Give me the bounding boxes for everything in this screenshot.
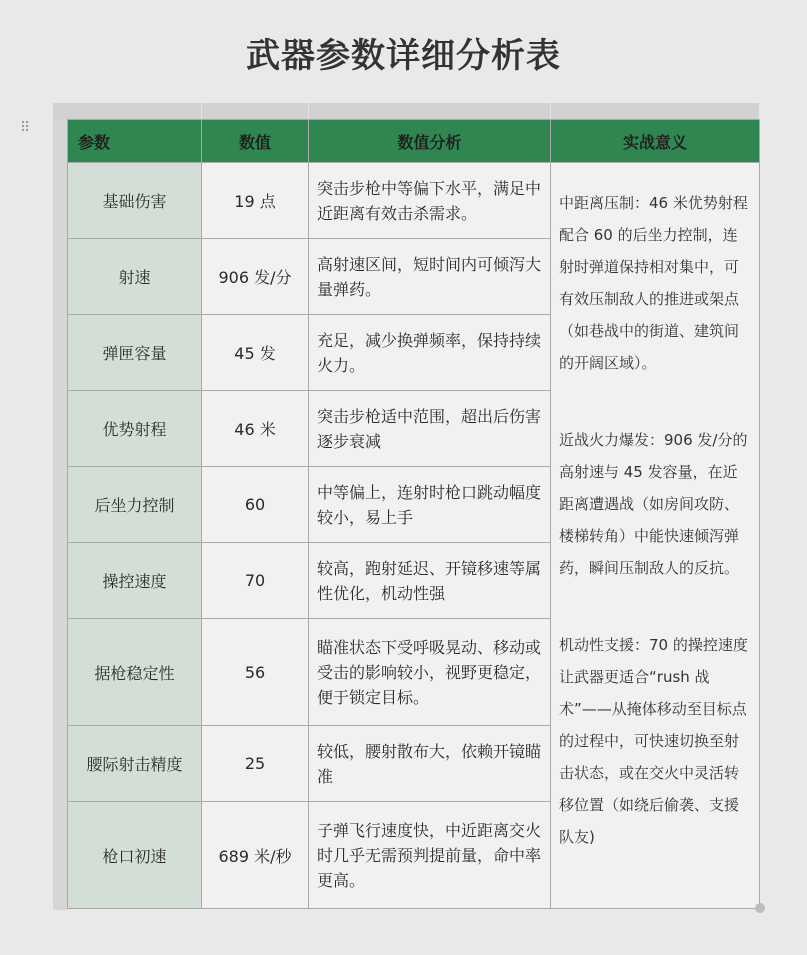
param-cell[interactable]: 枪口初速 (68, 802, 202, 909)
analysis-cell[interactable]: 中等偏上，连射时枪口跳动幅度较小，易上手 (309, 467, 551, 543)
param-cell[interactable]: 射速 (68, 239, 202, 315)
value-cell[interactable]: 70 (202, 543, 309, 619)
param-cell[interactable]: 后坐力控制 (68, 467, 202, 543)
header-row (68, 120, 760, 163)
header-value[interactable]: 数值 (202, 120, 309, 163)
analysis-cell[interactable]: 子弹飞行速度快，中近距离交火时几乎无需预判提前量，命中率更高。 (309, 802, 551, 909)
value-cell[interactable]: 19 点 (202, 163, 309, 239)
param-cell[interactable]: 弹匣容量 (68, 315, 202, 391)
value-cell[interactable]: 689 米/秒 (202, 802, 309, 909)
analysis-cell[interactable]: 突击步枪适中范围，超出后伤害逐步衰减 (309, 391, 551, 467)
value-cell[interactable]: 906 发/分 (202, 239, 309, 315)
header-meaning[interactable]: 实战意义 (551, 120, 760, 163)
analysis-cell[interactable]: 较低，腰射散布大，依赖开镜瞄准 (309, 726, 551, 802)
param-cell[interactable]: 据枪稳定性 (68, 619, 202, 726)
meaning-cell[interactable] (551, 163, 760, 909)
drag-handle-icon[interactable]: ⠿ (20, 120, 31, 136)
weapon-stats-table (67, 119, 760, 909)
analysis-cell[interactable]: 充足，减少换弹频率，保持持续火力。 (309, 315, 551, 391)
analysis-cell[interactable]: 较高，跑射延迟、开镜移速等属性优化，机动性强 (309, 543, 551, 619)
analysis-cell[interactable]: 瞄准状态下受呼吸晃动、移动或受击的影响较小，视野更稳定，便于锁定目标。 (309, 619, 551, 726)
analysis-cell[interactable]: 高射速区间，短时间内可倾泻大量弹药。 (309, 239, 551, 315)
value-cell[interactable]: 45 发 (202, 315, 309, 391)
param-cell[interactable]: 优势射程 (68, 391, 202, 467)
page-title: 武器参数详细分析表 (246, 36, 561, 76)
resize-handle[interactable] (755, 903, 765, 913)
value-cell[interactable]: 25 (202, 726, 309, 802)
param-cell[interactable]: 基础伤害 (68, 163, 202, 239)
row-selector-bar[interactable] (53, 119, 67, 910)
header-analysis[interactable]: 数值分析 (309, 120, 551, 163)
param-cell[interactable]: 腰际射击精度 (68, 726, 202, 802)
header-param[interactable]: 参数 (68, 120, 202, 163)
value-cell[interactable]: 60 (202, 467, 309, 543)
analysis-cell[interactable]: 突击步枪中等偏下水平，满足中近距离有效击杀需求。 (309, 163, 551, 239)
param-cell[interactable]: 操控速度 (68, 543, 202, 619)
value-cell[interactable]: 56 (202, 619, 309, 726)
column-selector-bar[interactable] (53, 103, 759, 119)
meaning-paragraph-close-range: 近战火力爆发：906 发/分的高射速与 45 发容量，在近距离遭遇战（如房间攻防、楼梯转角）中能快速倾泻弹药，瞬间压制敌人的反抗。 (559, 431, 748, 577)
value-cell[interactable]: 46 米 (202, 391, 309, 467)
table-row (68, 163, 760, 239)
table-block (53, 103, 759, 910)
meaning-paragraph-mobility: 机动性支援：70 的操控速度让武器更适合“rush 战术”——从掩体移动至目标点的过程中，可快速切换至射击状态，或在交火中灵活转移位置（如绕后偷袭、支援队友) (559, 636, 748, 846)
meaning-paragraph-mid-range: 中距离压制：46 米优势射程配合 60 的后坐力控制，连射时弹道保持相对集中，可有效压制敌人的推进或架点（如巷战中的街道、建筑间的开阔区域）。 (559, 194, 748, 372)
